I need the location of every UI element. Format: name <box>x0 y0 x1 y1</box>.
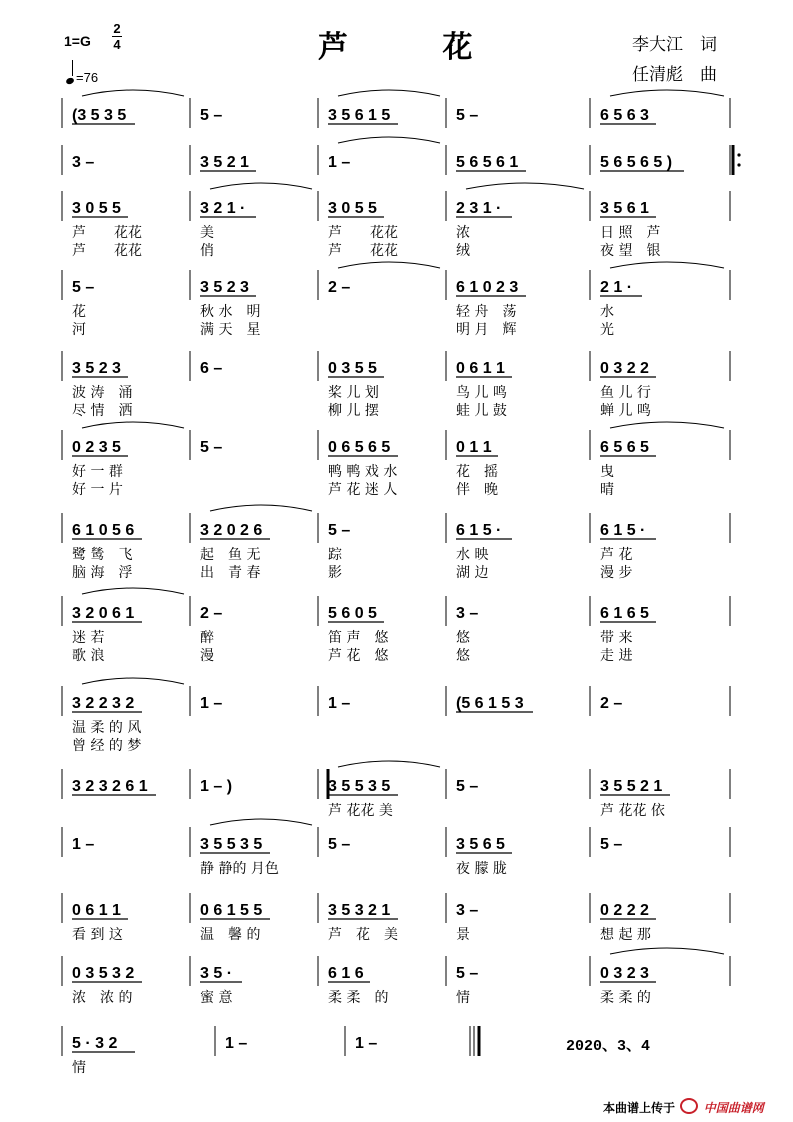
upload-footer <box>603 1096 764 1116</box>
measure-notes: 1 – ) <box>200 778 233 795</box>
lyric-text: 柔 柔 的 <box>600 990 651 1006</box>
lyric-text: 情 <box>456 990 470 1006</box>
lyric-text: 芦 花 迷 人 <box>328 482 398 498</box>
lyric-text: 鹭 鸶 飞 <box>72 547 133 563</box>
lyric-text: 晴 <box>600 482 614 498</box>
lyric-text: 影 <box>328 565 342 581</box>
lyric-text: 柳 儿 摆 <box>328 403 379 419</box>
measure-notes: 0 1 1 <box>456 439 492 456</box>
lyric-text: 芦 花花 依 <box>600 803 665 819</box>
slur-arc <box>338 137 440 143</box>
lyric-text: 走 进 <box>600 648 633 664</box>
measure-notes: 2 3 1 · <box>456 200 502 217</box>
slur-arc <box>338 262 440 268</box>
lyric-text: 芦 花 <box>600 547 633 563</box>
lyric-text: 柔 柔 的 <box>328 990 389 1006</box>
measure-notes: 2 – <box>600 695 623 712</box>
slur-arc <box>610 262 724 268</box>
score-date: 2020、3、4 <box>566 1038 651 1055</box>
lyric-text: 芦 花花 <box>72 243 142 259</box>
measure-notes: 2 1 · <box>600 279 633 296</box>
score-system <box>62 505 730 581</box>
slur-arc <box>610 948 724 954</box>
measure-notes: 3 5 2 3 <box>72 360 121 377</box>
measure-notes: 0 2 3 5 <box>72 439 121 456</box>
lyric-text: 静 静的 月色 <box>200 861 279 877</box>
measure-notes: 5 – <box>456 107 479 124</box>
lyric-text: 漫 <box>200 648 214 664</box>
measure-notes: 2 – <box>328 279 351 296</box>
measure-notes: 6 1 5 · <box>456 522 502 539</box>
slur-arc <box>82 678 184 684</box>
measure-notes: 0 6 1 1 <box>456 360 505 377</box>
measure-notes: (5 6 1 5 3 <box>456 695 524 712</box>
lyric-text: 浓 浓 的 <box>72 990 133 1006</box>
measure-notes: 1 – <box>355 1035 378 1052</box>
measure-notes: 5 – <box>328 522 351 539</box>
lyric-text: 夜 朦 胧 <box>456 861 507 877</box>
measure-notes: 5 – <box>600 836 623 853</box>
lyric-text: 悠 <box>456 630 470 646</box>
slur-arc <box>610 422 724 428</box>
lyric-text: 好 一 片 <box>72 482 123 498</box>
measure-notes: 5 – <box>72 279 95 296</box>
key-signature: 1=G <box>64 33 91 49</box>
lyric-text: 曳 <box>600 464 614 480</box>
lyric-text: 日 照 芦 <box>600 225 661 241</box>
lyric-text: 芦 花 悠 <box>328 648 389 664</box>
lyric-text: 光 <box>600 322 614 338</box>
lyric-text: 芦 花花 美 <box>328 803 393 819</box>
measure-notes: 0 3 2 2 <box>600 360 649 377</box>
measure-notes: 3 2 1 · <box>200 200 246 217</box>
measure-notes: (3 5 3 5 <box>72 107 127 124</box>
measure-notes: 1 – <box>328 154 351 171</box>
measure-notes: 6 1 0 2 3 <box>456 279 519 296</box>
measure-notes: 3 5 3 2 1 <box>328 902 391 919</box>
lyric-text: 蜜 意 <box>200 990 233 1006</box>
measure-notes: 0 3 5 3 2 <box>72 965 135 982</box>
lyric-text: 河 <box>72 322 86 338</box>
score-system <box>62 819 730 877</box>
lyric-text: 温 馨 的 <box>200 927 261 943</box>
lyric-text: 明 月 辉 <box>456 322 517 338</box>
measure-notes: 3 – <box>456 605 479 622</box>
lyric-text: 花 摇 <box>456 464 498 480</box>
measure-notes: 3 5 6 1 5 <box>328 107 391 124</box>
lyric-text: 波 涛 涌 <box>72 385 133 401</box>
measure-notes: 5 6 5 6 1 <box>456 154 519 171</box>
measure-notes: 3 0 5 5 <box>72 200 121 217</box>
composer-credit: 任清彪 曲 <box>632 65 717 85</box>
upload-text: 本曲谱上传于 <box>603 1101 676 1115</box>
score-system <box>62 351 730 419</box>
measure-notes: 3 0 5 5 <box>328 200 377 217</box>
lyric-text: 浓 <box>456 225 470 241</box>
score-system <box>62 893 730 943</box>
measure-notes: 1 – <box>225 1035 248 1052</box>
lyric-text: 轻 舟 荡 <box>456 304 517 320</box>
repeat-dot <box>737 163 740 166</box>
measure-notes: 3 – <box>456 902 479 919</box>
lyric-text: 芦 花花 <box>328 225 398 241</box>
song-title: 芦 花 <box>318 30 515 65</box>
lyric-text: 伴 晚 <box>456 482 498 498</box>
measure-notes: 5 – <box>200 439 223 456</box>
lyric-text: 起 鱼 无 <box>200 547 261 563</box>
lyric-text: 曾 经 的 梦 <box>72 738 142 754</box>
measure-notes: 6 5 6 5 <box>600 439 649 456</box>
lyric-text: 美 <box>200 225 214 241</box>
lyric-text: 鸟 儿 鸣 <box>456 385 507 401</box>
score-system <box>62 137 741 175</box>
measure-notes: 0 6 1 5 5 <box>200 902 263 919</box>
score-system <box>62 183 730 259</box>
measure-notes: 2 – <box>200 605 223 622</box>
lyric-text: 蝉 儿 鸣 <box>600 403 651 419</box>
score-system <box>62 761 730 819</box>
score-system <box>62 588 730 664</box>
site-name: 中国曲谱网 <box>703 1101 764 1115</box>
measure-notes: 0 3 2 3 <box>600 965 649 982</box>
measure-notes: 5 6 5 6 5 ) <box>600 154 673 171</box>
lyric-text: 鱼 儿 行 <box>600 385 651 401</box>
measure-notes: 6 5 6 3 <box>600 107 649 124</box>
measure-notes: 0 6 1 1 <box>72 902 121 919</box>
lyric-text: 满 天 星 <box>200 322 261 338</box>
lyric-text: 蛙 儿 鼓 <box>456 403 507 419</box>
slur-arc <box>210 505 312 511</box>
site-logo-icon <box>680 1098 698 1114</box>
measure-notes: 1 – <box>200 695 223 712</box>
slur-arc <box>210 183 312 189</box>
lyric-text: 带 来 <box>600 630 633 646</box>
lyric-text: 踪 <box>328 547 342 563</box>
lyric-text: 俏 <box>200 243 214 259</box>
measure-notes: 3 5 5 3 5 <box>200 836 263 853</box>
lyric-text: 迷 若 <box>72 630 105 646</box>
measure-notes: 0 2 2 2 <box>600 902 649 919</box>
slur-arc <box>82 588 184 594</box>
measure-notes: 3 5 6 1 <box>600 200 649 217</box>
slur-arc <box>610 90 724 96</box>
lyric-text: 脑 海 浮 <box>72 565 133 581</box>
measure-notes: 3 5 2 3 <box>200 279 249 296</box>
measure-notes: 6 1 0 5 6 <box>72 522 135 539</box>
lyric-text: 漫 步 <box>600 565 633 581</box>
measure-notes: 1 – <box>72 836 95 853</box>
lyric-text: 笛 声 悠 <box>328 630 389 646</box>
lyric-text: 湖 边 <box>456 565 489 581</box>
measure-notes: 6 1 6 <box>328 965 364 982</box>
slur-arc <box>466 183 584 189</box>
measure-notes: 3 2 0 2 6 <box>200 522 263 539</box>
lyric-text: 桨 儿 划 <box>328 385 379 401</box>
lyric-text: 水 映 <box>456 547 489 563</box>
lyric-text: 芦 花花 <box>72 225 142 241</box>
measure-notes: 6 1 6 5 <box>600 605 649 622</box>
lyric-text: 情 <box>72 1060 86 1076</box>
score-system <box>62 1026 479 1076</box>
lyric-text: 芦 花 美 <box>328 927 398 943</box>
lyric-text: 好 一 群 <box>72 464 123 480</box>
measure-notes: 0 6 5 6 5 <box>328 439 391 456</box>
slur-arc <box>338 90 440 96</box>
score-system <box>62 90 730 128</box>
measure-notes: 5 – <box>328 836 351 853</box>
measure-notes: 3 5 · <box>200 965 233 982</box>
measure-notes: 5 · 3 2 <box>72 1035 118 1052</box>
time-signature-bottom: 4 <box>113 37 121 52</box>
lyric-text: 秋 水 明 <box>200 304 261 320</box>
measure-notes: 3 2 2 3 2 <box>72 695 135 712</box>
measure-notes: 5 – <box>456 778 479 795</box>
measure-notes: 1 – <box>328 695 351 712</box>
lyric-text: 水 <box>600 304 614 320</box>
lyric-text: 出 青 春 <box>200 565 261 581</box>
measure-notes: 5 6 0 5 <box>328 605 377 622</box>
measure-notes: 6 1 5 · <box>600 522 646 539</box>
lyric-text: 温 柔 的 风 <box>72 720 142 736</box>
measure-notes: 3 2 3 2 6 1 <box>72 778 148 795</box>
score-system <box>62 948 730 1006</box>
lyric-text: 歌 浪 <box>72 648 105 664</box>
slur-arc <box>338 761 440 767</box>
measure-notes: 5 – <box>456 965 479 982</box>
lyric-text: 芦 花花 <box>328 243 398 259</box>
lyric-text: 绒 <box>456 243 470 259</box>
lyric-text: 想 起 那 <box>600 927 651 943</box>
score-system <box>62 262 730 338</box>
slur-arc <box>210 819 312 825</box>
measure-notes: 3 5 6 5 <box>456 836 505 853</box>
lyric-text: 悠 <box>456 648 470 664</box>
lyric-text: 花 <box>72 304 86 320</box>
score-system <box>62 678 730 754</box>
measure-notes: 3 – <box>72 154 95 171</box>
measure-notes: 6 – <box>200 360 223 377</box>
lyricist-credit: 李大江 词 <box>632 35 717 55</box>
lyric-text: 鸭 鸭 戏 水 <box>328 464 398 480</box>
measure-notes: 5 – <box>200 107 223 124</box>
lyric-text: 景 <box>456 927 470 943</box>
slur-arc <box>82 422 184 428</box>
measure-notes: 3 5 2 1 <box>200 154 249 171</box>
measure-notes: 0 3 5 5 <box>328 360 377 377</box>
slur-arc <box>82 90 184 96</box>
time-signature-top: 2 <box>113 21 121 36</box>
tempo-value: =76 <box>76 70 99 85</box>
measure-notes: 3 5 5 2 1 <box>600 778 663 795</box>
repeat-dot <box>737 153 740 156</box>
lyric-text: 尽 情 洒 <box>72 403 133 419</box>
measure-notes: 3 5 5 3 5 <box>328 778 391 795</box>
lyric-text: 看 到 这 <box>72 927 123 943</box>
lyric-text: 夜 望 银 <box>600 243 661 259</box>
score-system <box>62 422 730 498</box>
measure-notes: 3 2 0 6 1 <box>72 605 135 622</box>
lyric-text: 醉 <box>200 630 214 646</box>
